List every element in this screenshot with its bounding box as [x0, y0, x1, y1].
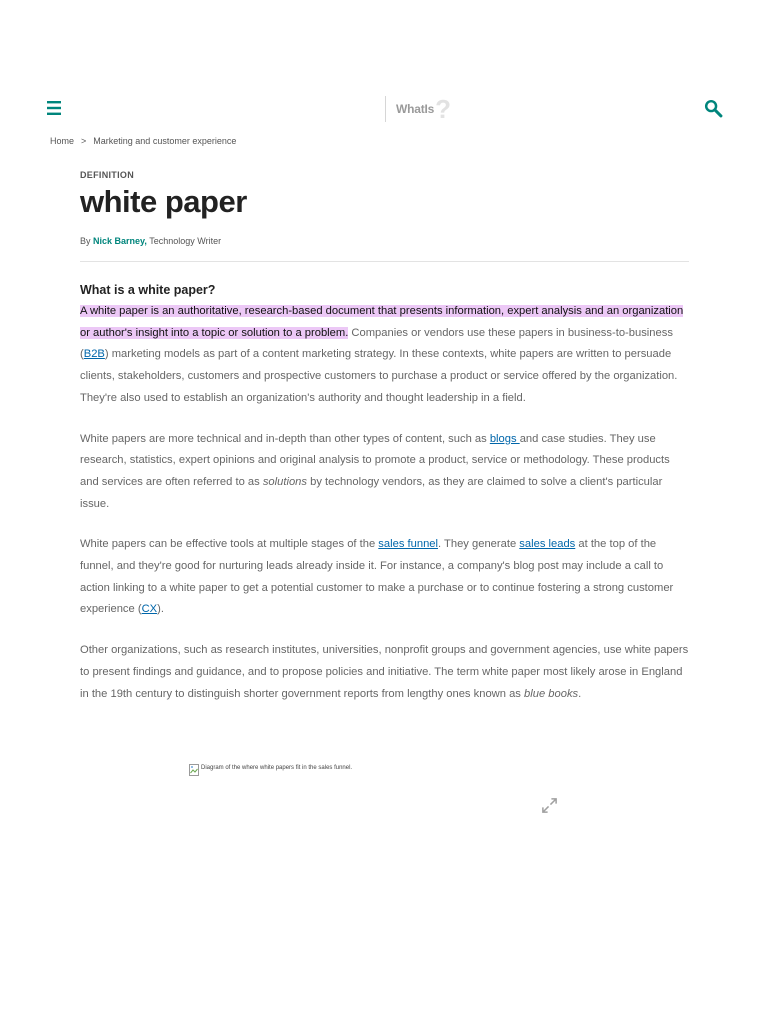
expand-arrows-icon[interactable] — [541, 797, 558, 814]
paragraph-text: . — [578, 687, 582, 700]
paragraph-3 — [80, 534, 690, 621]
divider — [80, 261, 689, 262]
broken-image-icon — [189, 764, 199, 776]
cx-link[interactable]: CX — [141, 603, 158, 616]
site-logo[interactable] — [385, 96, 451, 122]
breadcrumb-separator: > — [81, 136, 87, 146]
b2b-link[interactable]: B2B — [83, 348, 105, 361]
paragraph-1 — [80, 301, 690, 410]
figure-alt-text: Diagram of the where white papers fit in the sales funnel. — [201, 765, 353, 771]
definition-label: DEFINITION — [80, 170, 134, 180]
author-link[interactable]: Nick Barney, — [93, 236, 147, 246]
breadcrumb-section-link[interactable]: Marketing and customer experience — [93, 136, 237, 146]
paragraph-text: Other organizations, such as research institutes, universities, nonprofit groups and government agencies, use white papers to present findings and guidance, and to propose policies and initiative. The term white paper most likely arose in England in the 19th century to distinguish shorter government reports from lengthy ones known as — [80, 644, 689, 700]
section-heading: What is a white paper? — [80, 283, 216, 297]
emphasis-solutions: solutions — [262, 475, 307, 488]
paragraph-4 — [80, 640, 690, 705]
sales-funnel-link[interactable]: sales funnel — [378, 538, 439, 551]
byline — [80, 236, 690, 246]
breadcrumb-home-link[interactable]: Home — [50, 136, 75, 146]
paragraph-text: . They generate — [438, 538, 520, 551]
sales-funnel-diagram[interactable] — [189, 764, 352, 776]
breadcrumb — [50, 136, 236, 146]
logo-text: WhatIs — [396, 102, 435, 116]
byline-prefix: By — [80, 236, 91, 246]
emphasis-blue-books: blue books — [524, 687, 579, 700]
author-role: Technology Writer — [149, 236, 222, 246]
paragraph-text: White papers can be effective tools at multiple stages of the — [80, 538, 379, 551]
article — [80, 170, 690, 705]
paragraph-text: ) marketing models as part of a content marketing strategy. In these contexts, white papers are written to persuade clients, stakeholders, customers and prospective customers to purchase a product or service offered by the organization. They're also used to establish an organization's authority and thought leadership in a field. — [80, 348, 678, 404]
paragraph-text: and case studies. They use research, statistics, expert opinions and original analysis to promote a product, service or methodology. These products and services are often referred to as — [80, 432, 670, 488]
paragraph-2 — [80, 429, 690, 516]
paragraph-text: by technology vendors, as they are claimed to solve a client's particular issue. — [80, 475, 663, 510]
highlighted-definition: A white paper is an authoritative, research-based document that presents information, expert analysis and an organization or author's insight into a topic or solution to a problem. — [80, 305, 684, 339]
page-title: white paper — [80, 184, 247, 219]
sales-leads-link[interactable]: sales leads — [519, 538, 576, 551]
paragraph-text: at the top of the funnel, and they're good for nurturing leads already inside it. For instance, a company's blog post may include a call to action linking to a white paper to get a potential customer to make a purchase or to continue fostering a strong customer experience ( — [80, 538, 674, 616]
paragraph-text: ). — [157, 603, 164, 616]
hamburger-menu-icon[interactable] — [46, 100, 62, 116]
logo-question-mark: ? — [435, 94, 452, 124]
paragraph-text: Companies or vendors use these papers in business-to-business ( — [80, 326, 673, 361]
paragraph-text: White papers are more technical and in-depth than other types of content, such as — [80, 432, 490, 445]
magnifier-search-icon[interactable] — [704, 99, 723, 118]
blogs-link[interactable]: blogs — [489, 432, 520, 445]
